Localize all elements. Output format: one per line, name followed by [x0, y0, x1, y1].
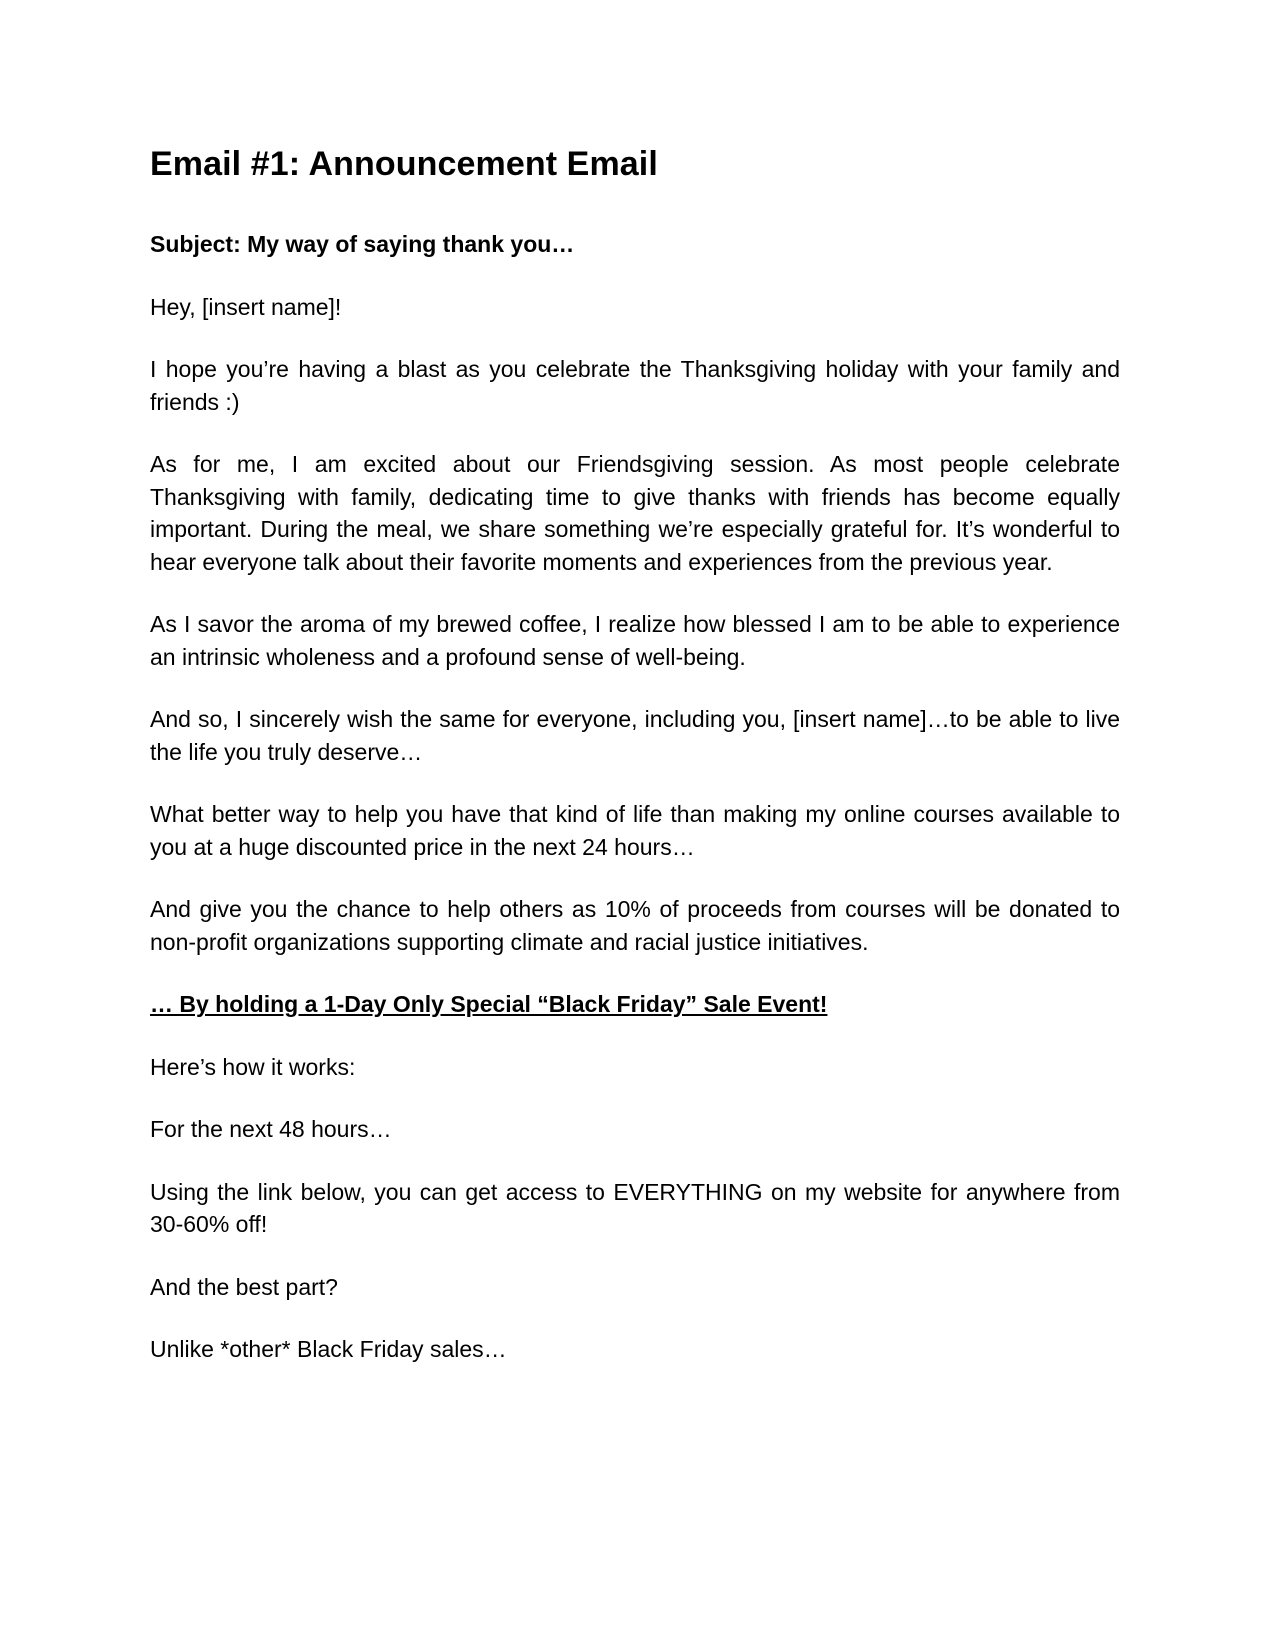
paragraph-thanksgiving-wish: I hope you’re having a blast as you celebrate the Thanksgiving holiday with your family and friends :)	[150, 356, 1120, 415]
paragraph-unlike-other-sales: Unlike *other* Black Friday sales…	[150, 1336, 507, 1362]
paragraph-donation: And give you the chance to help others as 10% of proceeds from courses will be donated to non-profit organizations supporting climate and racial justice initiatives.	[150, 896, 1120, 955]
paragraph-wish-for-everyone: And so, I sincerely wish the same for everyone, including you, [insert name]…to be able to live the life you truly deserve…	[150, 706, 1120, 765]
paragraph-friendsgiving: As for me, I am excited about our Friendsgiving session. As most people celebrate Thanksgiving with family, dedicating time to give thanks with friends has become equally important. During the meal, we share something we’re especially grateful for. It’s wonderful to hear everyone talk about their favorite moments and experiences from the previous year.	[150, 451, 1120, 575]
paragraph-next-48-hours: For the next 48 hours…	[150, 1116, 392, 1142]
sale-event-callout: … By holding a 1-Day Only Special “Black Friday” Sale Event!	[150, 991, 828, 1017]
greeting: Hey, [insert name]!	[150, 293, 342, 320]
paragraph-how-it-works: Here’s how it works:	[150, 1053, 356, 1080]
paragraph-best-part: And the best part?	[150, 1273, 338, 1300]
document-page	[150, 140, 1120, 1366]
email-title: Email #1: Announcement Email	[150, 145, 658, 183]
paragraph-discount-offer: What better way to help you have that kind of life than making my online courses available to you at a huge discounted price in the next 24 hours…	[150, 801, 1120, 860]
paragraph-access-everything: Using the link below, you can get access to EVERYTHING on my website for anywhere from 30-60% off!	[150, 1178, 1120, 1237]
email-subject: Subject: My way of saying thank you…	[150, 231, 575, 257]
paragraph-coffee: As I savor the aroma of my brewed coffee, I realize how blessed I am to be able to experience an intrinsic wholeness and a profound sense of well-being.	[150, 611, 1120, 670]
